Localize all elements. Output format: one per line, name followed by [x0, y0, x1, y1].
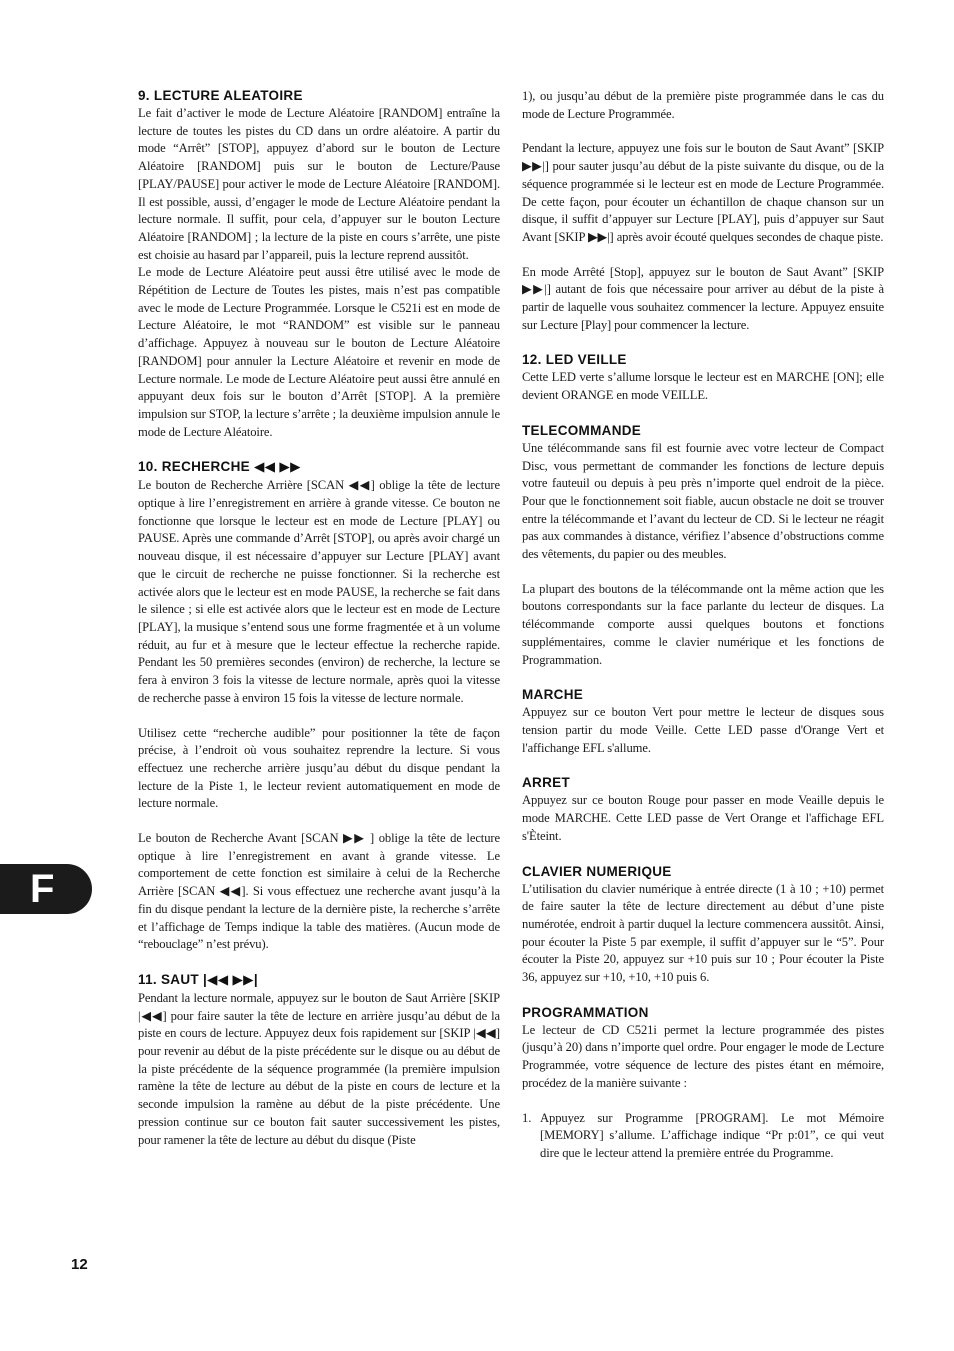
section-marche: [522, 687, 884, 757]
list-text: Appuyez sur Programme [PROGRAM]. Le mot Mémoire [MEMORY] s’allume. L’affichage indique “Pr p:01”, ce qui veut dire que le lecteur attend la première entrée du Programme.: [540, 1110, 884, 1160]
paragraph: Le bouton de Recherche Avant [SCAN ▶▶ ] oblige la tête de lecture optique à lire l’enregistrement en avant à grande vitesse. Le comportement de cette fonction est similaire à celui de la Recherche Arrière [SCAN ◀◀]. Si vous effectuez une recherche avant jusqu’à la fin du disque pendant la lecture de la dernière piste, la recherche s’arrête et l’affichage de Temps indique la table des matières. (Aucun mode de “rebouclage” n’est prévu).: [138, 831, 500, 952]
paragraph: Le mode de Lecture Aléatoire peut aussi être utilisé avec le mode de Répétition de Lecture de Toutes les pistes, mais n’est pas compatible avec le mode de Lecture Programmée. Lorsque le C521i est en mode de Lecture Aléatoire, le mot “RANDOM” est visible sur le panneau d’affichage. Appuyez à nouveau sur le bouton de Lecture Aléatoire [RANDOM] pour annuler la Lecture Aléatoire et revenir en mode de Lecture normale. Le mode de Lecture Aléatoire peut aussi être annulé en appuyant deux fois sur le bouton d’Arrêt [STOP]. A la première impulsion sur STOP, la lecture s’arrête ; la deuxième impulsion annule le mode de Lecture Aléatoire.: [138, 265, 500, 439]
section-programmation: [522, 1005, 884, 1163]
paragraph: La plupart des boutons de la télécommande ont la même action que les boutons correspondants sur la face parlante du lecteur de disques. La télécommande comporte aussi quelques boutons et fonctions supplémentaires, comme le clavier numérique et les fonctions de Programmation.: [522, 581, 884, 667]
left-column: [138, 88, 500, 1149]
section-title: MARCHE: [522, 687, 584, 703]
list-item: [522, 1110, 884, 1163]
section-clavier-numerique: [522, 864, 884, 987]
section-saut: [138, 972, 500, 1149]
paragraph: Cette LED verte s’allume lorsque le lecteur est en MARCHE [ON]; elle devient ORANGE en mode VEILLE.: [522, 370, 884, 403]
paragraph: Pendant la lecture, appuyez une fois sur le bouton de Saut Avant” [SKIP ▶▶|] pour sauter jusqu’au début de la piste suivante du disque, ou de la séquence programmée si le lecteur est en mode de Lecture Programmée. De cette façon, pour écouter un échantillon de chaque chanson sur un disque, il suffit d’appuyer sur Lecture [PLAY], puis d’appuyer sur Saut Avant [SKIP ▶▶|] après avoir écouté quelques secondes de chaque piste.: [522, 141, 884, 244]
section-title: ARRET: [522, 775, 570, 791]
section-led-veille: [522, 352, 884, 404]
paragraph: En mode Arrêté [Stop], appuyez sur le bouton de Saut Avant” [SKIP ▶▶|] autant de fois que nécessaire pour arriver au début de la piste à partir de laquelle vous souhaitez commencer la lecture. Appuyez ensuite sur Lecture [Play] pour commencer la lecture.: [522, 264, 884, 332]
list-number: 1.: [522, 1110, 532, 1125]
section-telecommande: [522, 423, 884, 669]
section-title: TELECOMMANDE: [522, 422, 642, 438]
paragraph: Appuyez sur ce bouton Rouge pour passer en mode Veaille depuis le mode MARCHE. Cette LED passe de Vert Orange et l'affichage EFL s'Èteint.: [522, 793, 884, 843]
paragraph: Le bouton de Recherche Arrière [SCAN ◀◀] oblige la tête de lecture optique à lire l’enregistrement en arrière à grande vitesse. Ce bouton ne fonctionne que lorsque le lecteur est en mode de Lecture [PLAY] ou PAUSE. Après une commande d’Arrêt [STOP], ou après avoir chargé un nouveau disque, il est nécessaire d’appuyer sur Lecture [PLAY] avant que le circuit de recherche ne puisse fonctionner. Si la recherche est activée alors que le lecteur est en mode PAUSE, la recherche se fait dans le silence ; si elle est activée alors que le lecteur est en mode de Lecture [PLAY], la musique s’entend sous une forme fragmentée et à un volume réduit, au fur et à mesure que le lecteur effectue la recherche rapide. Pendant les 50 premières secondes (environ) de recherche, la lecture se fera à environ 3 fois la vitesse de lecture normale, après quoi la vitesse de recherche passe à environ 15 fois la vitesse de lecture normale.: [138, 478, 500, 705]
section-title: CLAVIER NUMERIQUE: [522, 863, 672, 879]
paragraph: Le fait d’activer le mode de Lecture Aléatoire [RANDOM] entraîne la lecture de toutes les pistes du CD dans un ordre aléatoire. A partir du mode “Arrêt” [STOP], appuyez d’abord sur le bouton de Lecture Aléatoire [RANDOM] puis sur le bouton de Lecture/Pause [PLAY/PAUSE] pour activer le mode de Lecture Aléatoire [RANDOM]. Il est possible, aussi, d’engager le mode de Lecture Aléatoire pendant la lecture normale. Il suffit, pour cela, d’appuyer sur le bouton Lecture Aléatoire [RANDOM] ; la lecture de la piste en cours s’arrête, une piste est choisie au hasard par l’appareil, puis la lecture reprend aussitôt.: [138, 106, 500, 262]
section-saut-continued: [522, 88, 884, 334]
section-title: PROGRAMMATION: [522, 1004, 649, 1020]
section-title: 9. LECTURE ALEATOIRE: [138, 88, 303, 103]
language-tab-letter: F: [30, 867, 55, 911]
paragraph: L’utilisation du clavier numérique à entrée directe (1 à 10 ; +10) permet de faire sauter la tête de lecture directement au début d’une piste numérotée, endroit à partir duquel la lecture commencera aussitôt. Ainsi, pour écouter la Piste 5 par exemple, il suffit d’appuyer sur le “5”. Pour écouter la Piste 20, appuyez sur +10 puis sur 10 ; Pour écouter la Piste 36, appuyez sur +10, +10, +10 puis 6.: [522, 881, 884, 985]
language-tab: [0, 864, 92, 914]
section-title: 11. SAUT |◀◀ ▶▶|: [138, 971, 258, 987]
section-recherche: [138, 459, 500, 954]
page-number: 12: [71, 1256, 88, 1273]
paragraph: Utilisez cette “recherche audible” pour positionner la tête de façon précise, à l’endroit où vous souhaitez reprendre la lecture. Si vous effectuez une recherche arrière jusqu’au début du disque pendant la lecture de la Piste 1, le lecteur revient automatiquement en mode de lecture normale.: [138, 725, 500, 811]
paragraph: Pendant la lecture normale, appuyez sur le bouton de Saut Arrière [SKIP |◀◀] pour faire sauter la tête de lecture en arrière jusqu’au début de la piste en cours de lecture. Appuyez deux fois rapidement sur [SKIP |◀◀] pour revenir au début de la piste précédente sur le disque ou au début de la piste précédente de la séquence programmée (la première impulsion ramène la tête de lecture au début de la piste en cours de lecture et la seconde impulsion la ramène au début de la piste précédente. Une pression continue sur ce bouton fait sauter successivement les pistes, pour ramener la tête de lecture au début du disque (Piste: [138, 990, 500, 1147]
paragraph: 1), ou jusqu’au début de la première piste programmée dans le cas du mode de Lecture Programmée.: [522, 89, 884, 121]
section-title: 12. LED VEILLE: [522, 352, 627, 368]
right-column: [522, 88, 884, 1163]
paragraph: Le lecteur de CD C521i permet la lecture programmée des pistes (jusqu’à 20) dans n’importe quel ordre. Pour engager le mode de Lecture Programmée, votre séquence de lecture des pistes étant en mémoire, procédez de la manière suivante :: [522, 1022, 884, 1090]
paragraph: Appuyez sur ce bouton Vert pour mettre le lecteur de disques sous tension partir du mode Veille. Cette LED passe d'Orange Vert et l'affichange EFL s'allume.: [522, 705, 884, 755]
section-title: 10. RECHERCHE ◀◀ ▶▶: [138, 459, 301, 475]
section-arret: [522, 775, 884, 845]
section-lecture-aleatoire: [138, 88, 500, 441]
paragraph: Une télécommande sans fil est fournie avec votre lecteur de Compact Disc, vous permettant de commander les fonctions de lecture depuis votre fauteuil ou depuis à peu près n’importe quel endroit de la pièce. Pour que le fonctionnement soit fiable, aucun obstacle ne doit se trouver entre la télécommande et l’avant du lecteur de CD. Si le lecteur ne réagit pas aux commandes à distance, vérifiez l’absence d’obstructions comme des vêtements, du papier ou des meubles.: [522, 440, 884, 562]
